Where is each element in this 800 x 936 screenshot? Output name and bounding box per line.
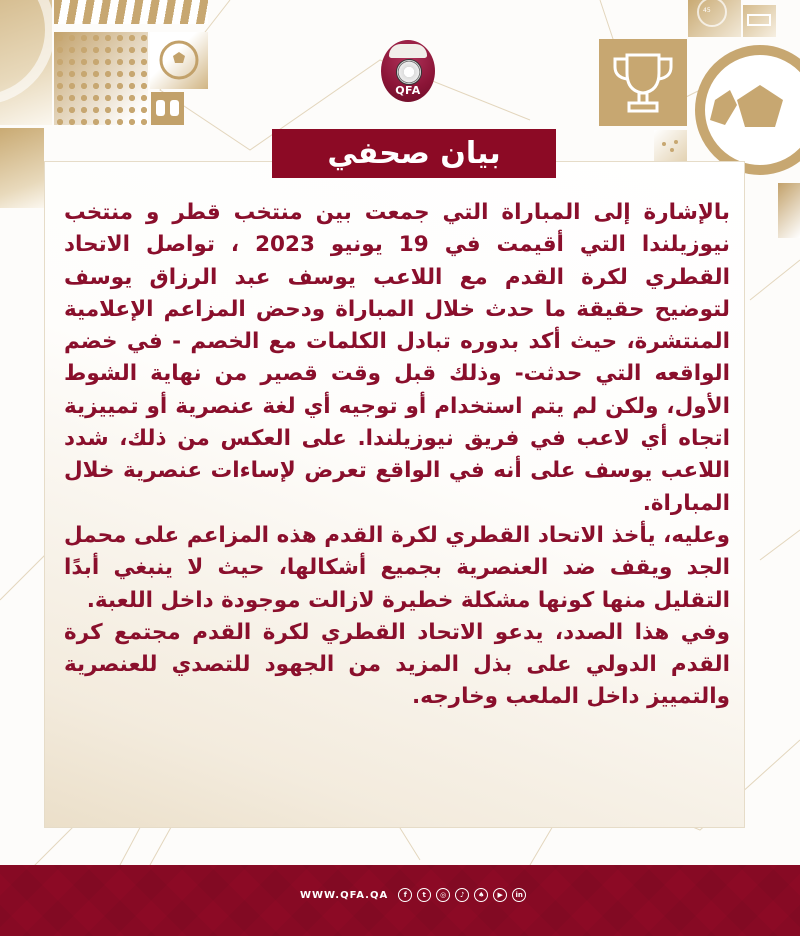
stopwatch-icon bbox=[688, 0, 741, 37]
net-pattern-tile bbox=[54, 32, 148, 125]
linkedin-icon[interactable]: in bbox=[512, 888, 526, 902]
page-title bbox=[272, 129, 556, 178]
soccer-ball-large-right bbox=[695, 45, 800, 175]
scoreboard-icon bbox=[743, 5, 776, 37]
paragraph: وفي هذا الصدد، يدعو الاتحاد القطري لكرة القدم مجتمع كرة القدم الدولي على بذل المزيد من الجهود للتصدي للعنصرية والتمييز داخل الملعب وخارجه. bbox=[64, 619, 730, 710]
goalkeeper-gloves-icon bbox=[151, 92, 184, 125]
soccer-ball-tile bbox=[150, 32, 208, 89]
tiktok-icon[interactable]: ♪ bbox=[455, 888, 469, 902]
sunburst-tile bbox=[54, 0, 208, 24]
qfa-logo bbox=[381, 36, 435, 104]
tactics-tile bbox=[654, 130, 687, 161]
instagram-icon[interactable]: ◎ bbox=[436, 888, 450, 902]
goalkeeper-gloves-tile bbox=[151, 92, 184, 125]
stopwatch-tile bbox=[688, 0, 741, 37]
paragraph: وعليه، يأخذ الاتحاد القطري لكرة القدم هذه المزاعم على محمل الجد ويقف ضد العنصرية بجميع أشكالها، حيث لا ينبغي أبدًا التقليل منها كونها مشكلة خطيرة لازالت موجودة داخل اللعبة. bbox=[64, 522, 730, 613]
footer-links bbox=[300, 888, 526, 902]
paragraph: بالإشارة إلى المباراة التي جمعت بين منتخب قطر و منتخب نيوزيلندا التي أقيمت في 19 يونيو 2023 ، تواصل الاتحاد القطري لكرة القدم مع اللاعب يوسف عبد الرزاق يوسف لتوضيح حقيقة ما حدث خلال المباراة ودحض المزاعم الإعلامية المنتشرة، حيث أكد بدوره تبادل الكلمات مع الخصم - في خضم الواقعه التي حدثت- وذلك قبل وقت قصير من نهاية الشوط الأول، ولكن لم يتم استخدام أو توجيه أي لغة عنصرية أو تمييزية اتجاه أي لاعب في فريق نيوزيلندا. على العكس من ذلك، شدد اللاعب يوسف على أنه في الواقع تعرض لإساءات عنصرية خلال المباراة. bbox=[64, 200, 730, 516]
youtube-icon[interactable]: ▶ bbox=[493, 888, 507, 902]
soccer-ball-large-tile bbox=[0, 0, 52, 125]
svg-text:45: 45 bbox=[703, 7, 711, 14]
page-title-text: بيان صحفي bbox=[327, 136, 501, 171]
soccer-ball-icon bbox=[396, 59, 422, 85]
trophy-tile bbox=[599, 39, 687, 126]
soccer-ball-icon bbox=[0, 0, 52, 125]
footer bbox=[0, 865, 800, 936]
facebook-icon[interactable]: f bbox=[398, 888, 412, 902]
boot-tile-left bbox=[0, 128, 44, 208]
website-link[interactable]: WWW.QFA.QA bbox=[300, 889, 389, 901]
trophy-icon bbox=[599, 39, 687, 126]
soccer-ball-icon bbox=[150, 32, 208, 89]
snapchat-icon[interactable]: ♠ bbox=[474, 888, 488, 902]
football-boot-tile bbox=[778, 183, 800, 238]
logo-text: QFA bbox=[395, 84, 421, 97]
logo-calligraphy bbox=[389, 44, 427, 58]
statement-body bbox=[64, 197, 730, 714]
tactics-icon bbox=[654, 130, 687, 161]
twitter-icon[interactable]: t bbox=[417, 888, 431, 902]
scoreboard-tile bbox=[743, 5, 776, 37]
soccer-ball-icon bbox=[695, 45, 800, 175]
